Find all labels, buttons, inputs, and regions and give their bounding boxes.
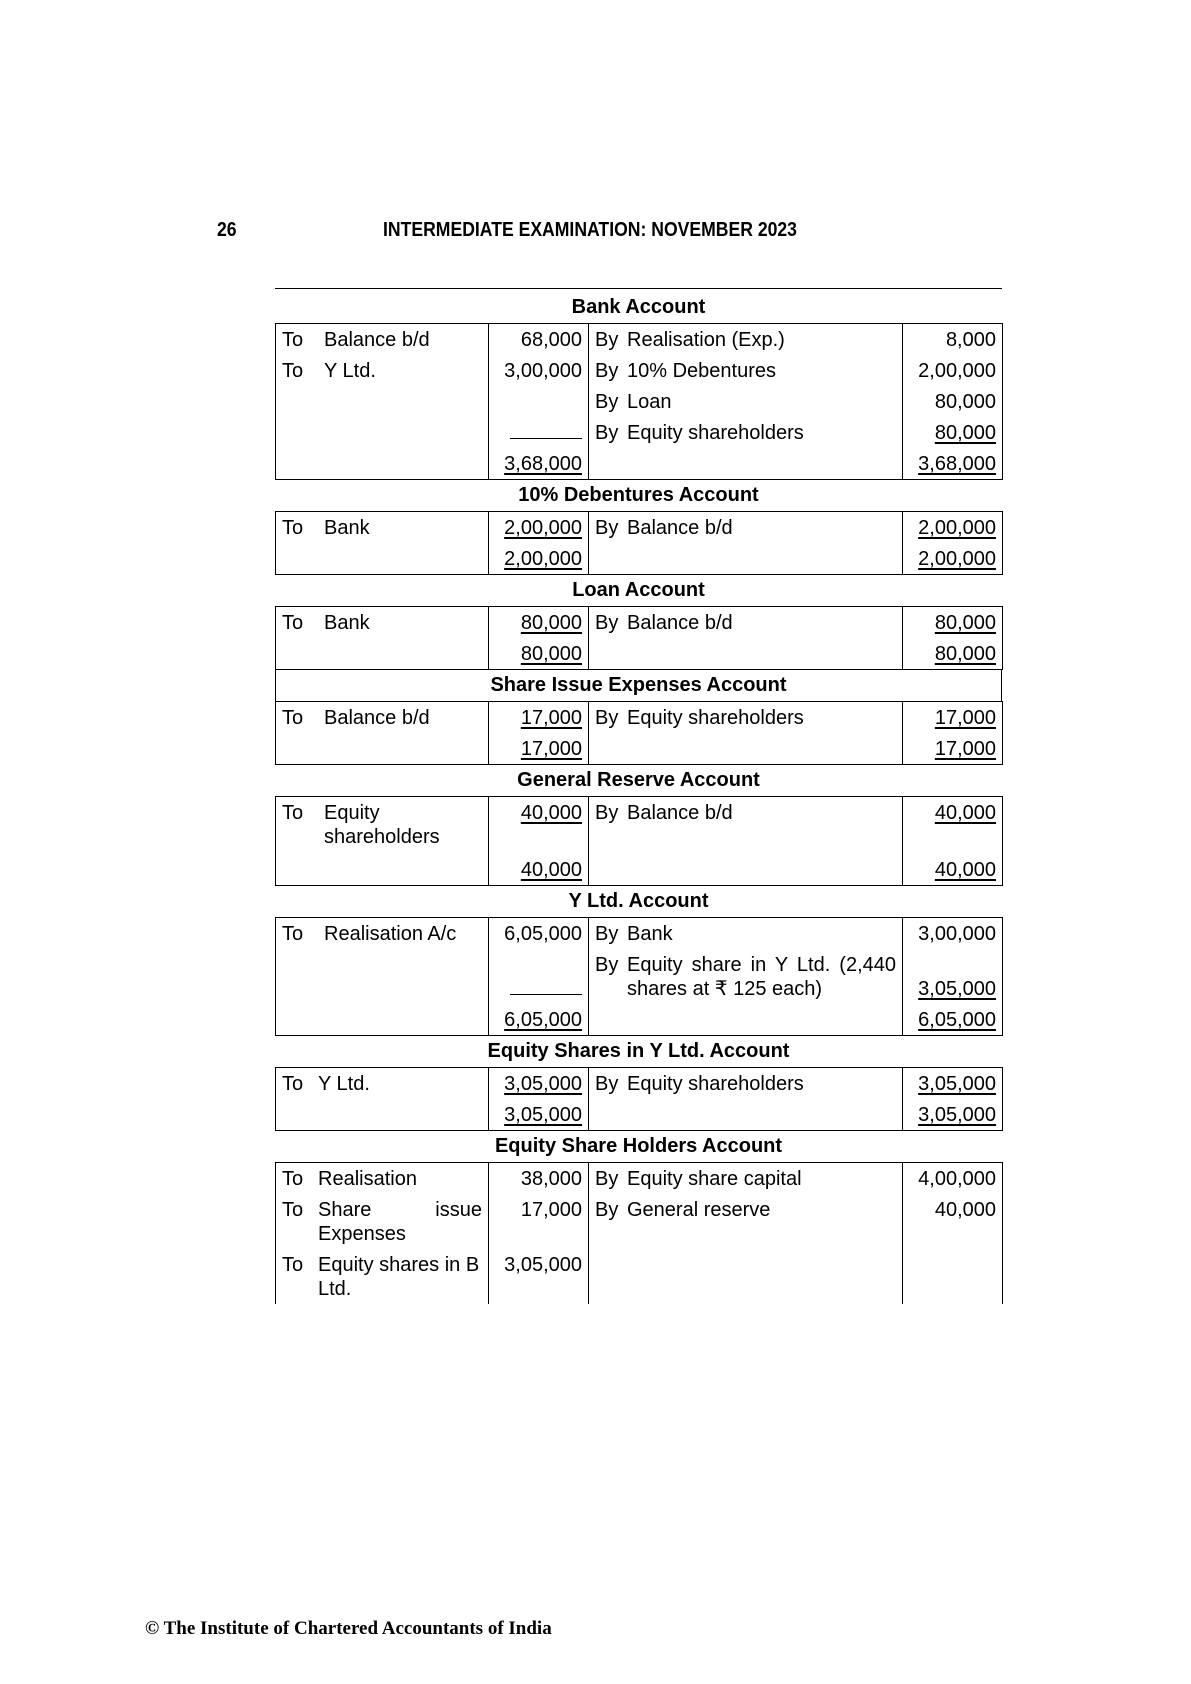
entry-amount: 80,000 — [934, 612, 996, 634]
entry-particulars: Equity shareholders — [627, 422, 804, 444]
entry-particulars: Balance b/d — [324, 329, 430, 351]
entry-prefix: To — [282, 923, 304, 945]
entry-particulars: Loan — [627, 391, 672, 413]
bank-account-table — [275, 323, 1003, 480]
total-amount: 80,000 — [520, 643, 582, 665]
table-row — [276, 417, 1003, 448]
total-row — [276, 1099, 1003, 1131]
y-ltd-account-table — [275, 917, 1003, 1036]
entry-prefix: By — [595, 1073, 619, 1095]
entry-amount: 17,000 — [934, 707, 996, 729]
entry-particulars: Realisation A/c — [324, 923, 457, 945]
total-amount: 80,000 — [934, 643, 996, 665]
entry-amount: 3,00,000 — [489, 355, 589, 386]
debentures-account-table — [275, 511, 1003, 575]
share-issue-account-table — [275, 701, 1003, 765]
table-row — [276, 918, 1003, 950]
entry-amount: 6,05,000 — [489, 918, 589, 950]
total-row — [276, 638, 1003, 670]
total-row — [276, 543, 1003, 575]
total-row — [276, 448, 1003, 480]
entry-prefix: To — [282, 612, 304, 634]
total-amount: 17,000 — [520, 738, 582, 760]
equity-shares-y-account-table — [275, 1067, 1003, 1131]
entry-prefix: By — [595, 329, 619, 351]
general-reserve-account-table — [275, 796, 1003, 886]
entry-particulars: Bank — [324, 517, 370, 539]
entry-prefix: By — [595, 422, 619, 444]
entry-particulars: Equity shareholders — [627, 707, 804, 729]
entry-amount: 3,05,000 — [504, 1073, 582, 1095]
entry-prefix: By — [595, 517, 619, 539]
entry-prefix: By — [595, 1168, 619, 1190]
entry-particulars: Equity share in Y Ltd. (2,440 shares at ₹ 125 each) — [627, 954, 896, 1000]
table-row — [276, 1163, 1003, 1195]
entry-prefix: To — [282, 1254, 304, 1276]
entry-particulars: Realisation — [318, 1168, 417, 1190]
table-row — [276, 949, 1003, 1004]
equity-holders-account-table — [275, 1162, 1003, 1304]
entry-amount: 80,000 — [903, 386, 1003, 417]
total-amount: 3,05,000 — [504, 1104, 582, 1126]
total-amount: 40,000 — [520, 859, 582, 881]
entry-particulars: Y Ltd. — [318, 1073, 370, 1095]
total-row — [276, 733, 1003, 765]
equity-shares-y-account-title: Equity Shares in Y Ltd. Account — [487, 1040, 790, 1062]
entry-amount: 3,00,000 — [903, 918, 1003, 950]
total-amount: 6,05,000 — [504, 1009, 582, 1031]
total-row — [276, 854, 1003, 886]
page-number: 26 — [217, 219, 237, 241]
entry-prefix: To — [282, 360, 304, 382]
share-issue-account-title: Share Issue Expenses Account — [275, 670, 1002, 701]
table-row — [276, 355, 1003, 386]
entry-amount: 40,000 — [934, 802, 996, 824]
entry-amount: 80,000 — [520, 612, 582, 634]
table-row — [276, 1249, 1003, 1304]
total-row — [276, 1004, 1003, 1036]
footer-copyright: © The Institute of Chartered Accountants of India — [145, 1618, 552, 1639]
entry-amount: 80,000 — [934, 422, 996, 444]
rule-line — [510, 424, 582, 439]
entry-amount: 8,000 — [903, 324, 1003, 356]
page-title: INTERMEDIATE EXAMINATION: NOVEMBER 2023 — [383, 219, 797, 241]
entry-prefix: By — [595, 802, 619, 824]
entry-amount: 17,000 — [489, 1194, 589, 1249]
table-row — [276, 797, 1003, 855]
entry-particulars: Equity share capital — [627, 1168, 802, 1190]
table-row — [276, 1068, 1003, 1100]
entry-particulars: Bank — [324, 612, 370, 634]
total-amount: 2,00,000 — [504, 548, 582, 570]
entry-prefix: To — [282, 329, 304, 351]
equity-holders-account-title: Equity Share Holders Account — [494, 1135, 783, 1157]
table-row — [276, 512, 1003, 544]
entry-particulars: Equity shareholders — [627, 1073, 804, 1095]
loan-account-table — [275, 606, 1003, 670]
table-row — [276, 1194, 1003, 1249]
total-amount: 3,68,000 — [918, 453, 996, 475]
table-row — [276, 607, 1003, 639]
entry-prefix: To — [282, 707, 304, 729]
top-rule — [275, 288, 1002, 289]
entry-particulars: Balance b/d — [627, 517, 733, 539]
entry-amount: 40,000 — [520, 802, 582, 824]
entry-amount: 3,05,000 — [918, 1073, 996, 1095]
entry-prefix: To — [282, 1199, 304, 1221]
entry-prefix: By — [595, 954, 619, 976]
entry-amount: 2,00,000 — [918, 517, 996, 539]
loan-account-title: Loan Account — [572, 579, 705, 601]
total-amount: 3,68,000 — [504, 453, 582, 475]
entry-particulars: 10% Debentures — [627, 360, 776, 382]
entry-amount: 68,000 — [489, 324, 589, 356]
entry-prefix: By — [595, 360, 619, 382]
table-row — [276, 386, 1003, 417]
general-reserve-account-title: General Reserve Account — [517, 769, 760, 791]
entry-prefix: By — [595, 923, 619, 945]
entry-particulars: Equity shares in B Ltd. — [318, 1254, 480, 1300]
table-row — [276, 324, 1003, 356]
entry-prefix: To — [282, 517, 304, 539]
total-amount: 40,000 — [934, 859, 996, 881]
total-amount: 2,00,000 — [918, 548, 996, 570]
entry-prefix: To — [282, 1168, 304, 1190]
entry-prefix: By — [595, 391, 619, 413]
entry-particulars: Share issue Expenses — [318, 1199, 482, 1245]
entry-amount: 2,00,000 — [504, 517, 582, 539]
entry-particulars: Balance b/d — [627, 802, 733, 824]
entry-prefix: To — [282, 1073, 304, 1095]
entry-prefix: To — [282, 802, 304, 824]
entry-amount: 4,00,000 — [903, 1163, 1003, 1195]
entry-amount: 40,000 — [903, 1194, 1003, 1249]
entry-amount: 38,000 — [489, 1163, 589, 1195]
total-amount: 17,000 — [934, 738, 996, 760]
table-row — [276, 702, 1003, 734]
entry-prefix: By — [595, 1199, 619, 1221]
total-amount: 6,05,000 — [918, 1009, 996, 1031]
entry-particulars: General reserve — [627, 1199, 771, 1221]
entry-particulars: Y Ltd. — [324, 360, 376, 382]
ledger-accounts — [275, 292, 1002, 1304]
entry-amount: 17,000 — [520, 707, 582, 729]
entry-amount: 3,05,000 — [918, 978, 996, 1000]
entry-particulars: Bank — [627, 923, 673, 945]
entry-prefix: By — [595, 707, 619, 729]
entry-amount: 3,05,000 — [489, 1249, 589, 1304]
entry-amount: 2,00,000 — [903, 355, 1003, 386]
rule-line — [510, 980, 582, 995]
entry-particulars: Balance b/d — [627, 612, 733, 634]
entry-particulars: Equity shareholders — [324, 802, 440, 848]
entry-particulars: Balance b/d — [324, 707, 430, 729]
entry-particulars: Realisation (Exp.) — [627, 329, 785, 351]
y-ltd-account-title: Y Ltd. Account — [568, 890, 709, 912]
entry-prefix: By — [595, 612, 619, 634]
debentures-account-title: 10% Debentures Account — [518, 484, 759, 506]
bank-account-title: Bank Account — [571, 296, 706, 318]
total-amount: 3,05,000 — [918, 1104, 996, 1126]
